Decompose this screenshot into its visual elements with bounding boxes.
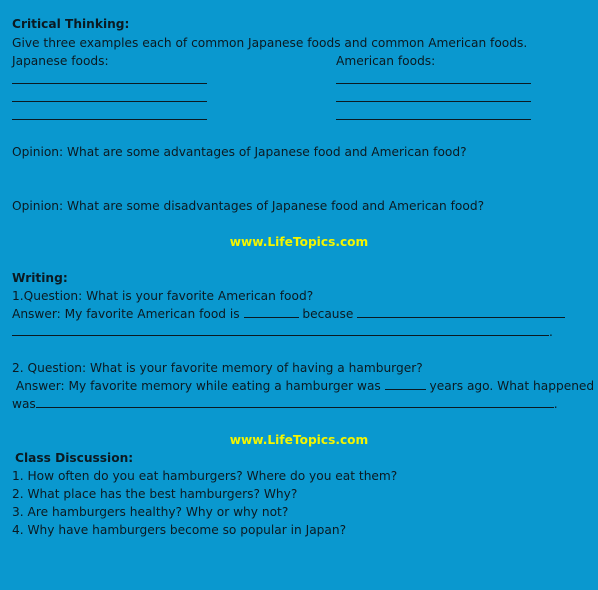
discussion-question-1: 1. How often do you eat hamburgers? Where do you eat them? xyxy=(12,469,398,483)
writing-answer-1 xyxy=(12,306,565,322)
answer-2-prefix: Answer: My favorite memory while eating a hamburger was xyxy=(12,379,381,393)
writing-answer-2 xyxy=(12,378,594,394)
answer-2-suffix: years ago. What happened xyxy=(429,379,595,393)
discussion-question-3: 3. Are hamburgers healthy? Why or why not? xyxy=(12,505,289,519)
opinion-advantages: Opinion: What are some advantages of Japanese food and American food? xyxy=(12,145,467,159)
writing-answer-2-line-2 xyxy=(12,396,558,412)
critical-thinking-instruction: Give three examples each of common Japanese foods and common American foods. xyxy=(12,36,528,50)
answer-1-reason-blank[interactable] xyxy=(357,306,565,318)
answer-2-happened-blank[interactable] xyxy=(36,396,554,408)
japanese-food-blank-1[interactable] xyxy=(12,72,207,88)
japanese-foods-label: Japanese foods: xyxy=(12,54,109,68)
american-food-blank-1[interactable] xyxy=(336,72,531,88)
writing-answer-1-line-2 xyxy=(12,324,553,340)
discussion-question-2: 2. What place has the best hamburgers? Why? xyxy=(12,487,298,501)
opinion-disadvantages: Opinion: What are some disadvantages of Japanese food and American food? xyxy=(12,199,485,213)
american-food-blank-2[interactable] xyxy=(336,90,531,106)
class-discussion-heading: Class Discussion: xyxy=(15,451,134,465)
answer-2-period: . xyxy=(553,397,558,411)
japanese-food-blank-3[interactable] xyxy=(12,108,207,124)
writing-question-2: 2. Question: What is your favorite memory of having a hamburger? xyxy=(12,361,423,375)
writing-heading: Writing: xyxy=(12,271,68,285)
writing-question-1: 1.Question: What is your favorite American food? xyxy=(12,289,314,303)
answer-1-because: because xyxy=(302,307,354,321)
japanese-food-blank-2[interactable] xyxy=(12,90,207,106)
website-link-1[interactable]: www.LifeTopics.com xyxy=(229,235,369,249)
discussion-question-4: 4. Why have hamburgers become so popular in Japan? xyxy=(12,523,347,537)
american-foods-label: American foods: xyxy=(336,54,436,68)
answer-1-period: . xyxy=(549,325,553,339)
answer-1-food-blank[interactable] xyxy=(244,306,299,318)
website-link-2[interactable]: www.LifeTopics.com xyxy=(229,433,369,447)
answer-2-was: was xyxy=(12,397,36,411)
american-food-blank-3[interactable] xyxy=(336,108,531,124)
answer-1-continuation-blank[interactable] xyxy=(12,324,549,336)
critical-thinking-heading: Critical Thinking: xyxy=(12,17,130,31)
answer-1-prefix: Answer: My favorite American food is xyxy=(12,307,240,321)
answer-2-years-blank[interactable] xyxy=(385,378,426,390)
